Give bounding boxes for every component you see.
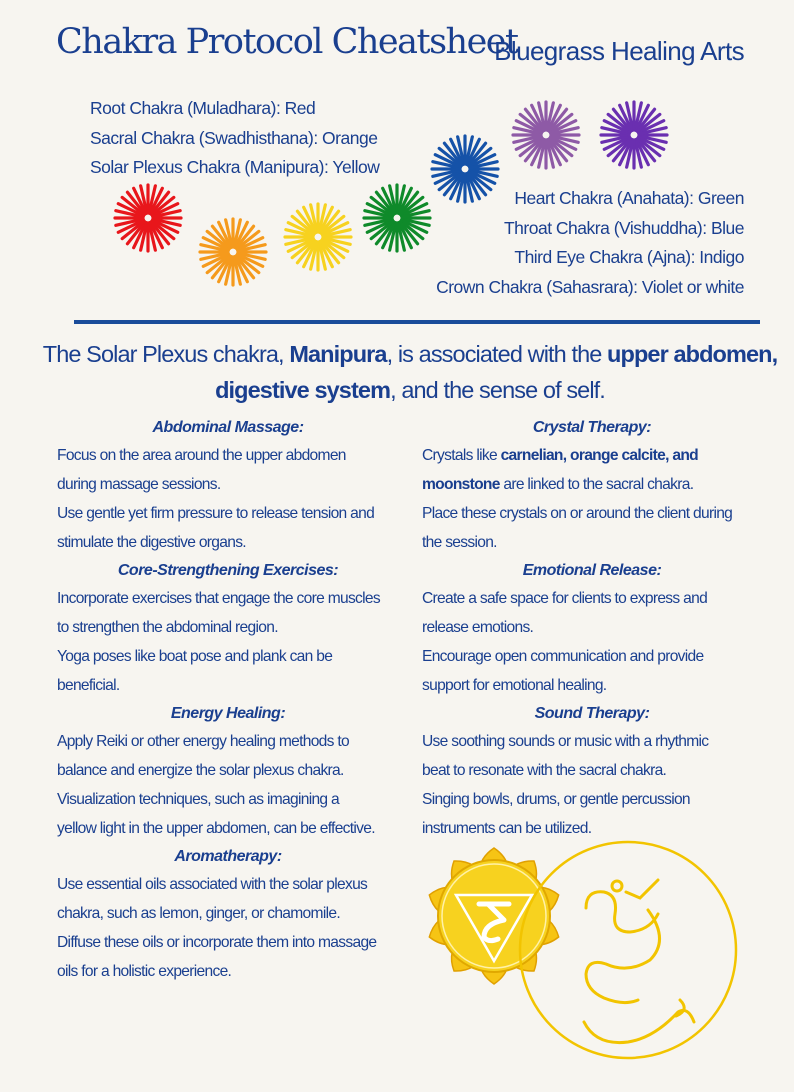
- section-line: Use soothing sounds or music with a rhythmic: [422, 733, 709, 750]
- section-line: Singing bowls, drums, or gentle percussion: [422, 791, 690, 808]
- chakra-legend-left: [90, 94, 379, 183]
- ram-bija-mantra-icon: [520, 842, 736, 1058]
- section-core-strengthening: [57, 557, 399, 700]
- intro-statement: [40, 336, 780, 408]
- left-column: [57, 414, 399, 986]
- section-title: Aromatherapy:: [174, 848, 282, 865]
- legend-third-eye: Third Eye Chakra (Ajna): Indigo: [514, 247, 744, 267]
- heart-chakra-icon: [362, 183, 432, 253]
- section-line: stimulate the digestive organs.: [57, 534, 246, 551]
- crown-chakra-icon: [599, 100, 669, 170]
- legend-solar-plexus: Solar Plexus Chakra (Manipura): Yellow: [90, 157, 380, 177]
- legend-root: Root Chakra (Muladhara): Red: [90, 98, 316, 118]
- section-line: oils for a holistic experience.: [57, 963, 232, 980]
- section-line: Incorporate exercises that engage the core muscles: [57, 590, 380, 607]
- section-title: Sound Therapy:: [534, 705, 650, 722]
- section-title: Core-Strengthening Exercises:: [117, 562, 339, 579]
- section-energy-healing: [57, 700, 399, 843]
- intro-text-2: , is associated with the: [386, 341, 608, 367]
- manipura-lotus-icon: [425, 848, 563, 984]
- legend-sacral: Sacral Chakra (Swadhisthana): Orange: [90, 127, 378, 148]
- legend-throat: Throat Chakra (Vishuddha): Blue: [503, 217, 744, 238]
- page-title: Chakra Protocol Cheatsheet: [56, 22, 518, 62]
- section-line: beneficial.: [57, 677, 120, 694]
- solar-plexus-chakra-icon: [283, 202, 353, 272]
- section-line: during massage sessions.: [57, 476, 221, 493]
- intro-bold-manipura: Manipura: [289, 341, 387, 367]
- section-title: Abdominal Massage:: [152, 419, 304, 436]
- solar-plexus-symbol-art: [418, 840, 764, 1085]
- section-divider: [74, 320, 760, 324]
- section-line: chakra, such as lemon, ginger, or chamomile.: [57, 905, 340, 922]
- section-line: the session.: [422, 534, 497, 551]
- section-sound-therapy: [422, 700, 762, 843]
- section-line: release emotions.: [422, 619, 534, 636]
- section-title: Emotional Release:: [522, 562, 662, 579]
- intro-bold-digestive: digestive system: [215, 377, 391, 403]
- section-title: Crystal Therapy:: [532, 419, 652, 436]
- root-chakra-icon: [113, 183, 183, 253]
- legend-crown: Crown Chakra (Sahasrara): Violet or white: [436, 276, 744, 297]
- section-line: balance and energize the solar plexus chakra.: [57, 762, 344, 779]
- crystal-text: Crystals like: [422, 447, 501, 464]
- legend-heart: Heart Chakra (Anahata): Green: [514, 188, 744, 208]
- crystal-names-bold: carnelian, orange calcite, and: [500, 447, 698, 464]
- brand-name: Bluegrass Healing Arts: [494, 36, 744, 66]
- section-line: yellow light in the upper abdomen, can be effective.: [57, 820, 375, 837]
- throat-chakra-icon: [430, 134, 500, 204]
- intro-bold-upper-abdomen: upper abdomen,: [607, 341, 778, 367]
- intro-text-3: , and the sense of self.: [390, 377, 605, 403]
- section-line: Create a safe space for clients to express and: [422, 590, 708, 607]
- section-abdominal-massage: [57, 414, 399, 557]
- third-eye-chakra-icon: [511, 100, 581, 170]
- section-title: Energy Healing:: [170, 705, 286, 722]
- section-line: Use gentle yet firm pressure to release tension and: [57, 505, 375, 522]
- section-line: Use essential oils associated with the solar plexus: [57, 876, 368, 893]
- section-emotional-release: [422, 557, 762, 700]
- section-line: to strengthen the abdominal region.: [57, 619, 278, 636]
- section-aromatherapy: [57, 843, 399, 986]
- section-line: Encourage open communication and provide: [422, 648, 704, 665]
- intro-text-1: The Solar Plexus chakra,: [42, 341, 290, 367]
- section-line: [422, 441, 762, 470]
- section-line: support for emotional healing.: [422, 677, 607, 694]
- section-line: Place these crystals on or around the client during: [422, 505, 733, 522]
- right-column: [422, 414, 762, 843]
- section-line: instruments can be utilized.: [422, 820, 592, 837]
- sacral-chakra-icon: [198, 217, 268, 287]
- crystal-text: are linked to the sacral chakra.: [499, 476, 694, 493]
- section-line: Diffuse these oils or incorporate them into massage: [57, 934, 377, 951]
- section-line: beat to resonate with the sacral chakra.: [422, 762, 667, 779]
- section-line: Apply Reiki or other energy healing methods to: [57, 733, 349, 750]
- section-line: [422, 470, 762, 499]
- section-line: Visualization techniques, such as imagining a: [57, 791, 340, 808]
- section-crystal-therapy: [422, 414, 762, 557]
- section-line: Focus on the area around the upper abdomen: [57, 447, 346, 464]
- section-line: Yoga poses like boat pose and plank can be: [57, 648, 333, 665]
- crystal-moonstone-bold: moonstone: [422, 476, 500, 493]
